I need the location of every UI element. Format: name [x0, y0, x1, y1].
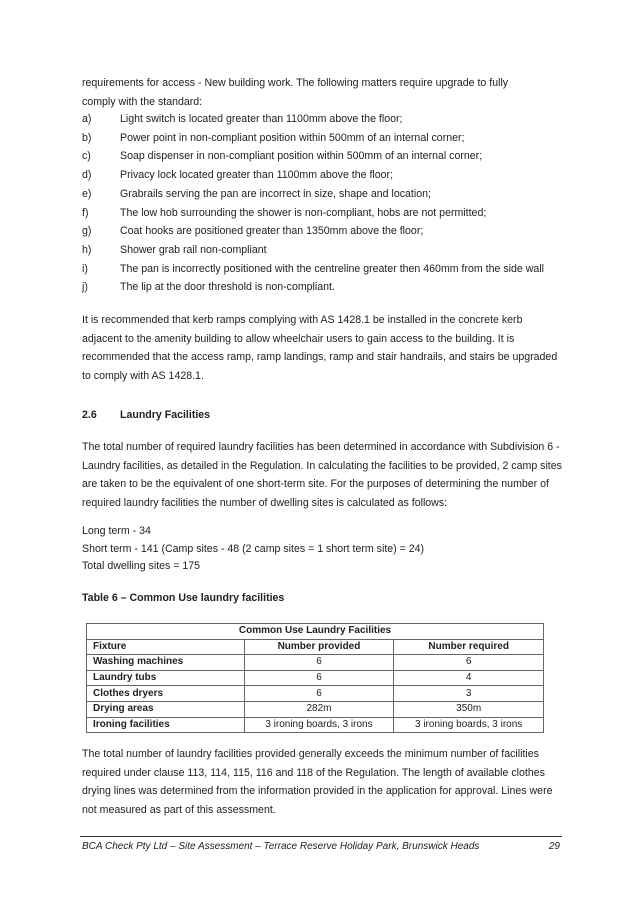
list-marker: g)	[82, 225, 92, 238]
intro-line-2: comply with the standard:	[82, 95, 203, 108]
list-marker: c)	[82, 150, 91, 163]
section-intro-paragraph: The total number of required laundry facilities has been determined in accordance with Subdivision 6 - Laundry facilities, as detailed in the Regulation. In calculating the facilities to be provided, 2 camp sites are taken to be the equivalent of one short-term site. For the purposes of determining the number of required laundry facilities the number of dwelling sites is calculated as follows:	[82, 441, 562, 509]
section-title: Laundry Facilities	[120, 409, 211, 421]
list-marker: b)	[82, 131, 92, 144]
fixture-cell: Clothes dryers	[87, 686, 245, 702]
provided-cell: 6	[244, 670, 394, 686]
fixture-cell: Drying areas	[87, 701, 245, 717]
conclusion-paragraph: The total number of laundry facilities provided generally exceeds the minimum number of facilities required under clause 113, 114, 115, 116 and 118 of the Regulation. The length of available clothes drying lines was determined from the information provided in the application for approval. Lines were not measured as part of this assessment.	[82, 748, 553, 816]
page-number: 29	[548, 841, 560, 852]
list-text: The pan is incorrectly positioned with the centreline greater then 460mm from the side wall	[120, 262, 544, 275]
recommendation-paragraph: It is recommended that kerb ramps complying with AS 1428.1 be installed in the concrete kerb adjacent to the amenity building to allow wheelchair users to gain access to the building. It is recommended that the access ramp, ramp landings, ramp and stair handrails, and stairs be upgraded to comply with AS 1428.1.	[82, 314, 558, 382]
table-row	[87, 670, 544, 686]
required-cell: 3 ironing boards, 3 irons	[394, 717, 544, 733]
section-heading	[82, 408, 210, 422]
footer-text: BCA Check Pty Ltd – Site Assessment – Terrace Reserve Holiday Park, Brunswick Heads	[82, 841, 480, 852]
list-text: Soap dispenser in non-compliant position within 500mm of an internal corner;	[120, 150, 483, 163]
list-item	[82, 147, 564, 166]
list-text: Shower grab rail non-compliant	[120, 243, 267, 256]
provided-cell: 6	[244, 686, 394, 702]
list-item	[82, 166, 564, 185]
fixture-cell: Ironing facilities	[87, 717, 245, 733]
required-cell: 350m	[394, 701, 544, 717]
table-row	[87, 655, 544, 671]
fixture-cell: Laundry tubs	[87, 670, 245, 686]
list-text: The lip at the door threshold is non-compliant.	[120, 281, 335, 294]
list-marker: i)	[82, 262, 88, 275]
list-item	[82, 260, 564, 279]
dwelling-calculation	[82, 523, 424, 576]
table-row	[87, 717, 544, 733]
table-title-row	[87, 624, 544, 640]
section-number: 2.6	[82, 409, 97, 421]
table-header-row	[87, 639, 544, 655]
required-cell: 3	[394, 686, 544, 702]
list-text: Privacy lock located greater than 1100mm above the floor;	[120, 169, 394, 182]
fixture-cell: Washing machines	[87, 655, 245, 671]
calc-long-term: Long term - 34	[82, 525, 151, 537]
page-footer	[82, 840, 560, 854]
list-item	[82, 278, 564, 297]
list-marker: f)	[82, 206, 89, 219]
list-item	[82, 204, 564, 223]
table-row	[87, 686, 544, 702]
list-marker: j)	[82, 281, 88, 294]
list-marker: e)	[82, 187, 92, 200]
list-item	[82, 222, 564, 241]
provided-cell: 3 ironing boards, 3 irons	[244, 717, 394, 733]
list-item	[82, 185, 564, 204]
required-cell: 6	[394, 655, 544, 671]
list-marker: d)	[82, 169, 92, 182]
list-text: Power point in non-compliant position within 500mm of an internal corner;	[120, 131, 465, 144]
list-marker: h)	[82, 243, 92, 256]
calc-total: Total dwelling sites = 175	[82, 560, 201, 572]
table-caption: Table 6 – Common Use laundry facilities	[82, 592, 285, 604]
intro-line-1: requirements for access - New building work. The following matters require upgrade to fully	[82, 77, 509, 89]
list-text: The low hob surrounding the shower is non-compliant, hobs are not permitted;	[120, 206, 487, 219]
provided-cell: 6	[244, 655, 394, 671]
list-text: Light switch is located greater than 1100mm above the floor;	[120, 113, 403, 125]
footer-divider	[80, 836, 562, 837]
list-item	[82, 241, 564, 260]
table-title: Common Use Laundry Facilities	[87, 624, 544, 640]
table-row	[87, 701, 544, 717]
column-header: Number provided	[244, 639, 394, 655]
intro-paragraph	[82, 74, 564, 111]
provided-cell: 282m	[244, 701, 394, 717]
required-cell: 4	[394, 670, 544, 686]
laundry-facilities-table	[86, 623, 544, 733]
list-text: Grabrails serving the pan are incorrect in size, shape and location;	[120, 187, 431, 200]
column-header: Number required	[394, 639, 544, 655]
list-marker: a)	[82, 113, 92, 125]
list-item	[82, 129, 564, 148]
calc-short-term: Short term - 141 (Camp sites - 48 (2 camp sites = 1 short term site) = 24)	[82, 542, 425, 555]
upgrade-matters-list	[82, 110, 564, 297]
list-text: Coat hooks are positioned greater than 1350mm above the floor;	[120, 225, 424, 238]
column-header: Fixture	[87, 639, 245, 655]
list-item	[82, 110, 564, 129]
